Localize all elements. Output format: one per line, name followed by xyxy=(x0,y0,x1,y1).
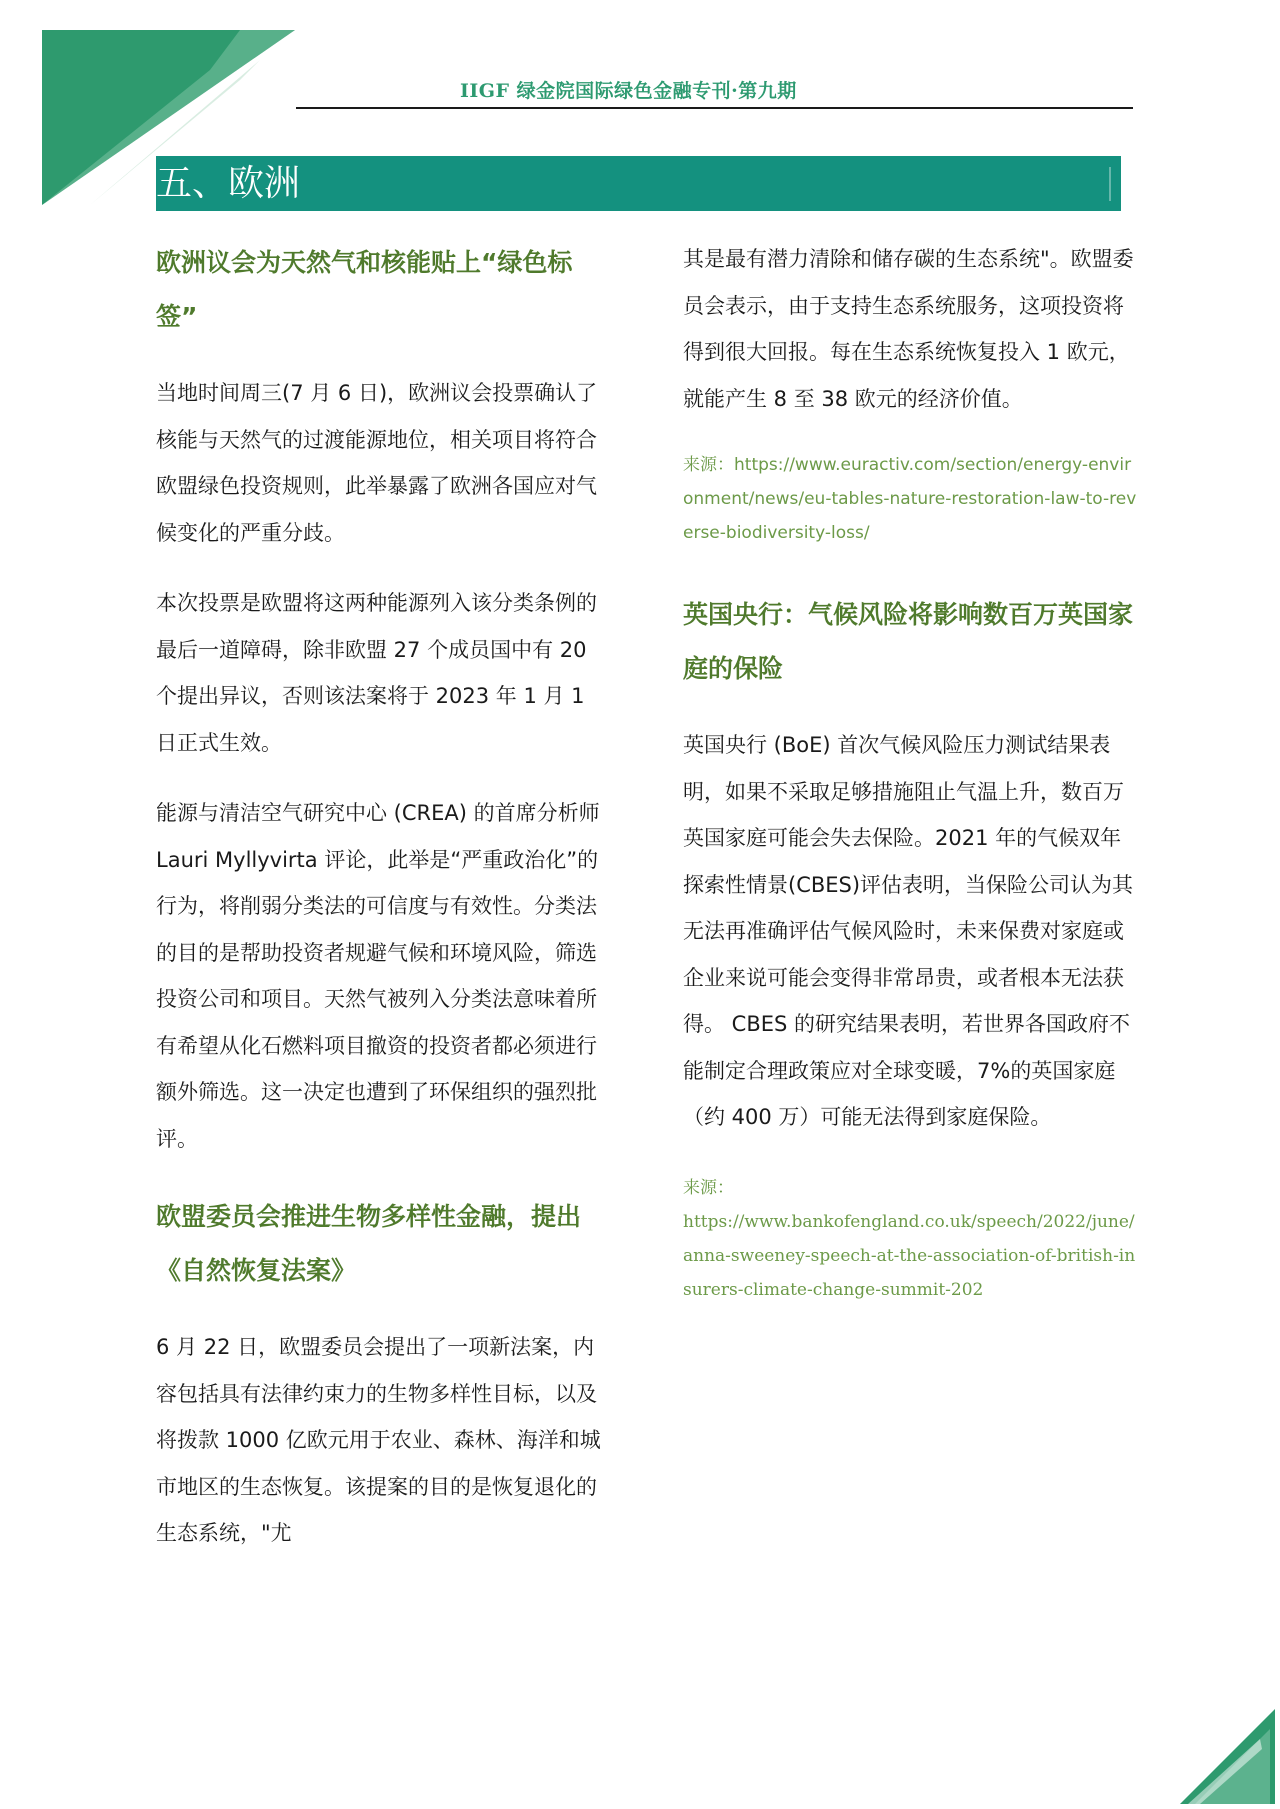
article-headline: 欧盟委员会推进生物多样性金融，提出《自然恢复法案》 xyxy=(156,1202,582,1285)
article-paragraph: 能源与清洁空气研究中心 (CREA) 的首席分析师 Lauri Myllyvirta 评论，此举是“严重政治化”的行为，将削弱分类法的可信度与有效性。分类法的目的是帮助投资者规避气候和环境风险，筛选投资公司和项目。天然气被列入分类法意味着所有希望从化石燃料项目撤资的投资者都必须进行额外筛选。这一决定也遭到了环保组织的强烈批评。 xyxy=(156,801,600,1151)
article-paragraph-continued: 其是最有潜力清除和储存碳的生态系统"。欧盟委员会表示，由于支持生态系统服务，这项投资将得到很大回报。每在生态系统恢复投入 1 欧元，就能产生 8 至 38 欧元的经济价值。 xyxy=(683,247,1134,411)
journal-header-title: IIGF 绿金院国际绿色金融专刊·第九期 xyxy=(460,80,797,102)
right-column xyxy=(683,236,1138,1307)
corner-decoration-bottom-right xyxy=(1160,1689,1280,1809)
article-paragraph-start: 6 月 22 日，欧盟委员会提出了一项新法案，内容包括具有法律约束力的生物多样性目标，以及将拨款 1000 亿欧元用于农业、森林、海洋和城市地区的生态恢复。该提案的目的是恢复退化的生态系统，"尤 xyxy=(156,1335,601,1545)
article-source-link[interactable]: 来源：https://www.euractiv.com/section/energy-environment/news/eu-tables-nature-restoration-law-to-reverse-biodiversity-loss/ xyxy=(683,455,1137,543)
article-headline: 欧洲议会为天然气和核能贴上“绿色标签” xyxy=(156,248,573,331)
section-title: 五、欧洲 xyxy=(156,163,301,204)
article-paragraph: 英国央行 (BoE) 首次气候风险压力测试结果表明，如果不采取足够措施阻止气温上升，数百万英国家庭可能会失去保险。2021 年的气候双年探索性情景(CBES)评估表明，当保险公司认为其无法再准确评估气候风险时，未来保费对家庭或企业来说可能会变得非常昂贵，或者根本无法获得。 CBES 的研究结果表明，若世界各国政府不能制定合理政策应对全球变暖，7%的英国家庭（约 400 万）可能无法得到家庭保险。 xyxy=(683,733,1134,1129)
article-source-label: 来源： xyxy=(683,1177,734,1198)
article-paragraph: 当地时间周三(7 月 6 日)，欧洲议会投票确认了核能与天然气的过渡能源地位，相关项目将符合欧盟绿色投资规则，此举暴露了欧洲各国应对气候变化的严重分歧。 xyxy=(156,381,598,545)
left-column xyxy=(156,236,611,1557)
article-source-link[interactable]: https://www.bankofengland.co.uk/speech/2022/june/anna-sweeney-speech-at-the-association-of-british-insurers-climate-change-summit-202 xyxy=(683,1211,1136,1300)
article-paragraph: 本次投票是欧盟将这两种能源列入该分类条例的最后一道障碍，除非欧盟 27 个成员国中有 20 个提出异议，否则该法案将于 2023 年 1 月 1 日正式生效。 xyxy=(156,591,597,755)
section-banner xyxy=(156,156,1121,211)
article-headline: 英国央行：气候风险将影响数百万英国家庭的保险 xyxy=(683,600,1134,683)
header-rule xyxy=(296,107,1133,109)
section-banner-mark xyxy=(1109,167,1111,201)
